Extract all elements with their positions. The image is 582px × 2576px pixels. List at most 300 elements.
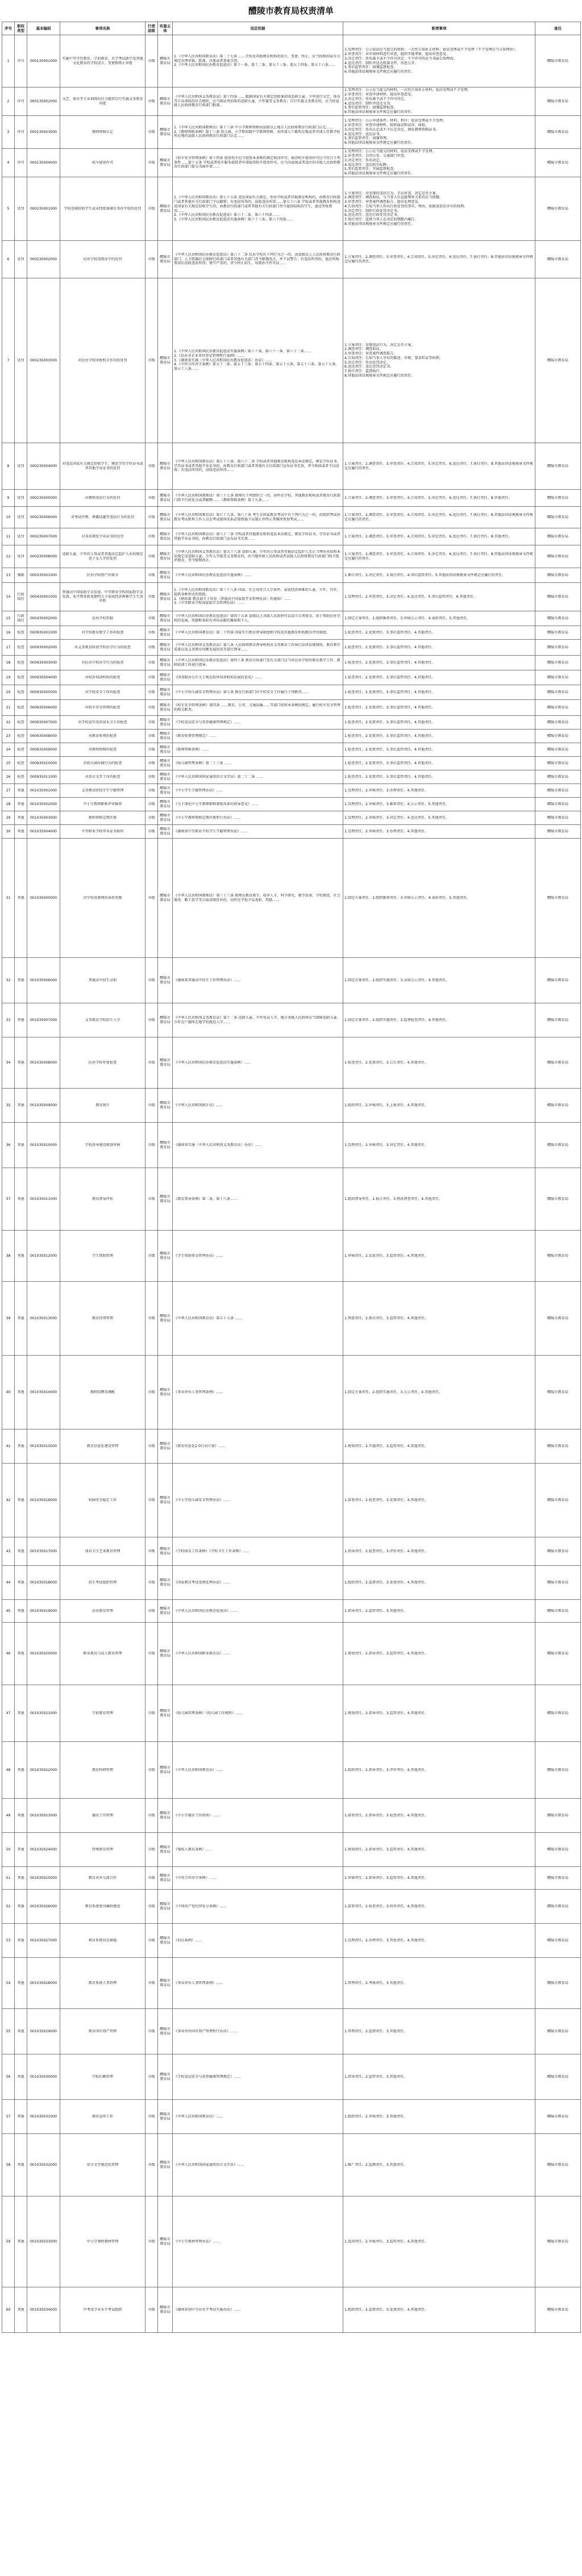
row-subject-text: 醴陵市教育局 bbox=[160, 255, 171, 264]
row-type bbox=[15, 2196, 27, 2287]
row-subject-text: 醴陵市教育局 bbox=[160, 786, 171, 795]
row-duty bbox=[343, 757, 535, 770]
row-subject-text: 醴陵市教育局 bbox=[160, 512, 171, 522]
row-duty-text: 1.立案责任：发现违法行为，决定是否立案。 2.调查责任：调查取证。 3.审查责任：审查案件调查报告。 4.告知责任：告知当事人享有的陈述、申辩、要求听证等权利。 5.决定责任：作出处罚决定。 6.送达责任：送达处罚决定书。 7.执行责任：监督执行。 8.其他法律法规规章文件规定应履行的责任。 bbox=[344, 343, 443, 378]
row-name bbox=[60, 670, 146, 685]
row-responsible-text: 醴陵市教育局 bbox=[547, 675, 569, 680]
row-duty-text: 1.立案责任。2.调查责任。3.审查责任。4.告知责任。5.决定责任。6.送达责任。7.执行责任。8.其他责任。 bbox=[344, 534, 512, 539]
row-name-text: 对幼儿园办园行为的检查 bbox=[83, 761, 122, 765]
row-no-text: 15 bbox=[6, 616, 11, 620]
row-level-text: 市级 bbox=[148, 1938, 155, 1943]
row-subject bbox=[158, 784, 173, 798]
row-subject bbox=[158, 1799, 173, 1833]
row-no bbox=[2, 2054, 15, 2100]
row-responsible-text: 醴陵市教育局 bbox=[547, 464, 569, 468]
row-code-text: 001035012000 bbox=[30, 1253, 57, 1258]
row-no-text: 57 bbox=[6, 2114, 11, 2119]
row-subject-text: 醴陵市教育局 bbox=[160, 1978, 171, 1987]
row-name-text: 校车使用许可 bbox=[92, 160, 114, 165]
row-code bbox=[27, 87, 60, 116]
row-responsible-text: 醴陵市教育局 bbox=[547, 554, 569, 558]
row-level bbox=[146, 1924, 158, 1958]
row-duty bbox=[343, 490, 535, 507]
row-name-text: 适龄儿童、少年的父母或者其他法定监护人未按规定送子女入学的处罚 bbox=[62, 552, 143, 561]
row-subject-text: 醴陵市教育局 bbox=[160, 1015, 171, 1024]
page-title: 醴陵市教育局权责清单 bbox=[248, 6, 334, 16]
row-subject bbox=[158, 2196, 173, 2287]
row-type-text: 其他 bbox=[17, 2239, 24, 2244]
row-type bbox=[15, 490, 27, 507]
row-name-text: 教育宣传工作 bbox=[92, 2114, 114, 2119]
row-basis-text: 《中华人民共和国民办教育促进法》第六十二条 民办学校有下列行为之一的，由县级以上人民政府教育行政部门、人力资源社会保障行政部门或者其他有关部门责令限期改正，并予以警告；有违法所得的，退还所收费用后没收违法所得；情节严重的，责令停止招生、吊销办学许可证…… bbox=[174, 252, 340, 266]
row-level-text: 市级 bbox=[148, 645, 155, 649]
row-level-text: 市级 bbox=[148, 733, 155, 738]
row-duty bbox=[343, 716, 535, 730]
row-no bbox=[2, 839, 15, 958]
table-row bbox=[2, 1623, 581, 1685]
row-subject bbox=[158, 177, 173, 241]
row-type bbox=[15, 2287, 27, 2333]
row-level bbox=[146, 507, 158, 528]
row-level-text: 市级 bbox=[148, 358, 155, 362]
table-row bbox=[2, 2196, 581, 2287]
row-level-text: 市级 bbox=[148, 2162, 155, 2167]
row-name-text: 学校基本建设规划审核 bbox=[85, 1143, 120, 1147]
row-basis bbox=[173, 1231, 343, 1282]
row-basis-text: 《中华人民共和国民办教育促进法》…… bbox=[174, 1608, 238, 1613]
row-no-text: 16 bbox=[6, 630, 11, 635]
row-basis-text: 1.《中华人民共和国教育法》第三十八条 国家、社会对符合入学条件、家庭经济困难的儿童、少年、青年，提供各种形式的资助。 2.《财政部 教育部关于印发〈普通高中国家助学金管理办法〉的通知》…… 3.《中等职业学校国家助学金管理办法》…… bbox=[174, 588, 340, 606]
row-responsible bbox=[535, 2196, 581, 2287]
row-responsible bbox=[535, 116, 581, 149]
row-responsible-text: 醴陵市教育局 bbox=[547, 2307, 569, 2312]
table-row bbox=[2, 716, 581, 730]
row-no bbox=[2, 568, 15, 583]
row-subject bbox=[158, 1003, 173, 1037]
row-duty-text: 1.审核责任。2.发放责任。3.监管责任。4.其他责任。 bbox=[344, 1253, 429, 1258]
row-level-text: 市级 bbox=[148, 573, 155, 577]
row-basis-text: 《中外合作办学条例》…… bbox=[174, 1875, 217, 1880]
row-level bbox=[146, 1464, 158, 1537]
row-code-text: 000935009000 bbox=[30, 747, 57, 752]
row-duty-text: 1.制定方案责任。2.组织推荐责任。3.审核公示责任。4.表彰责任。5.其他责任。 bbox=[344, 616, 471, 620]
row-name-text: 对学校教育教学工作的检查 bbox=[81, 630, 124, 635]
table-row bbox=[2, 1924, 581, 1958]
row-responsible bbox=[535, 700, 581, 716]
row-responsible-text: 醴陵市教育局 bbox=[547, 747, 569, 752]
table-row bbox=[2, 1600, 581, 1623]
row-basis-text: 《事业单位国有资产管理暂行办法》…… bbox=[174, 2029, 238, 2033]
row-type-text: 其他 bbox=[17, 1498, 24, 1502]
row-duty bbox=[343, 1168, 535, 1231]
row-basis-text: 《中华人民共和国义务教育法》第八条 人民政府教育督导机构对义务教育工作执行法律法规情况、教育教学质量以及义务教育均衡发展状况等进行督导…… bbox=[174, 643, 340, 652]
row-type bbox=[15, 1685, 27, 1742]
row-duty bbox=[343, 670, 535, 685]
row-no bbox=[2, 1890, 15, 1924]
row-basis bbox=[173, 2100, 343, 2134]
row-level-text: 市级 bbox=[148, 1981, 155, 1985]
row-no-text: 18 bbox=[6, 660, 11, 665]
table-row bbox=[2, 1833, 581, 1867]
row-subject bbox=[158, 1356, 173, 1429]
row-level-text: 市级 bbox=[148, 1651, 155, 1656]
row-responsible-text: 醴陵市教育局 bbox=[547, 1390, 569, 1394]
row-code bbox=[27, 545, 60, 568]
row-code bbox=[27, 611, 60, 626]
row-responsible-text: 醴陵市教育局 bbox=[547, 2029, 569, 2033]
row-responsible bbox=[535, 2054, 581, 2100]
row-responsible-text: 醴陵市教育局 bbox=[547, 645, 569, 649]
row-type bbox=[15, 784, 27, 798]
row-responsible bbox=[535, 626, 581, 640]
header-subject: 实施主体 bbox=[158, 22, 173, 35]
row-name-text: 文艺、体育等专业训练的社会组织自行实施义务教育审批 bbox=[62, 97, 143, 106]
row-type bbox=[15, 443, 27, 490]
row-no-text: 41 bbox=[6, 1444, 11, 1448]
row-no bbox=[2, 1799, 15, 1833]
row-responsible-text: 醴陵市教育局 bbox=[547, 160, 569, 165]
row-basis-text: 《学校食品安全与营养健康管理规定》…… bbox=[174, 2074, 241, 2079]
row-code-text: 001035019000 bbox=[30, 1608, 57, 1613]
row-responsible bbox=[535, 811, 581, 825]
row-no bbox=[2, 1464, 15, 1537]
row-responsible-text: 醴陵市教育局 bbox=[547, 1580, 569, 1585]
row-duty bbox=[343, 35, 535, 87]
row-subject-text: 醴陵市教育局 bbox=[160, 1811, 171, 1820]
row-name bbox=[60, 685, 146, 700]
row-subject bbox=[158, 1037, 173, 1089]
row-name bbox=[60, 656, 146, 670]
row-subject-text: 醴陵市教育局 bbox=[160, 799, 171, 808]
row-no-text: 37 bbox=[6, 1197, 11, 1201]
row-level bbox=[146, 640, 158, 656]
row-basis-text: 《教师资格条例》…… bbox=[174, 747, 209, 752]
row-code-text: 001035021000 bbox=[30, 1711, 57, 1715]
row-name bbox=[60, 2054, 146, 2100]
row-level-text: 市级 bbox=[148, 1253, 155, 1258]
row-duty-text: 1.受理责任：公示申请条件、材料、程序；依法受理或不予受理。 2.审查责任：审查申请材料，组织面试和试讲、体检。 3.决定责任：作出认定或不予认定决定，颁发教师资格证书。 4.送达责任：送达证书。 5.事后监管责任：加强管理。 6.其他法律法规规章文件规定应履行的责任。 bbox=[344, 119, 447, 145]
row-code bbox=[27, 278, 60, 443]
row-name-text: 对考试作弊、泄露试题等违法行为的处罚 bbox=[70, 515, 135, 519]
row-code bbox=[27, 1464, 60, 1537]
row-no bbox=[2, 770, 15, 784]
table-row bbox=[2, 958, 581, 1003]
row-subject bbox=[158, 656, 173, 670]
row-type-text: 其他 bbox=[17, 2074, 24, 2079]
row-type-text: 其他 bbox=[17, 1813, 24, 1818]
row-no-text: 29 bbox=[6, 815, 11, 820]
row-name bbox=[60, 1685, 146, 1742]
row-type bbox=[15, 685, 27, 700]
row-duty-text: 1.检查责任。2.处置责任。3.事后监管责任。4.其他责任。 bbox=[344, 733, 435, 738]
row-name-text: 教育系统人事管理 bbox=[88, 1981, 117, 1985]
row-code-text: 000135003000 bbox=[30, 130, 57, 134]
row-duty-text: 1.指导责任。2.监管责任。3.其他责任。 bbox=[344, 2074, 408, 2079]
row-duty bbox=[343, 583, 535, 611]
row-name bbox=[60, 1890, 146, 1924]
row-subject-text: 醴陵市教育局 bbox=[160, 1765, 171, 1774]
row-subject-text: 醴陵市教育局 bbox=[160, 1140, 171, 1149]
row-code bbox=[27, 1003, 60, 1037]
row-name bbox=[60, 35, 146, 87]
row-no bbox=[2, 1833, 15, 1867]
row-basis bbox=[173, 1867, 343, 1890]
row-level bbox=[146, 656, 158, 670]
row-basis-text: 《教育督导条例》第二条、第十八条…… bbox=[174, 1197, 238, 1201]
row-responsible bbox=[535, 2100, 581, 2134]
row-subject-text: 醴陵市教育局 bbox=[160, 1902, 171, 1911]
row-subject bbox=[158, 825, 173, 839]
row-no bbox=[2, 611, 15, 626]
row-level bbox=[146, 685, 158, 700]
row-responsible-text: 醴陵市教育局 bbox=[547, 1316, 569, 1320]
row-type-text: 处罚 bbox=[17, 358, 24, 362]
row-level bbox=[146, 149, 158, 177]
row-type bbox=[15, 35, 27, 87]
row-basis-text: 《教育收费管理规定》…… bbox=[174, 733, 217, 738]
row-code bbox=[27, 730, 60, 743]
table-row bbox=[2, 1231, 581, 1282]
row-level bbox=[146, 2287, 158, 2333]
row-responsible bbox=[535, 1464, 581, 1537]
row-basis bbox=[173, 241, 343, 278]
row-basis-text: 《中华人民共和国义务教育法》第五十八条 适龄儿童、少年的父母或者其他法定监护人无正当理由未依照本法规定送适龄儿童、少年入学接受义务教育的，由当地乡镇人民政府或者县级人民政府教育行政部门给予批评教育，责令限期改正。 bbox=[174, 549, 340, 563]
row-responsible-text: 醴陵市教育局 bbox=[547, 802, 569, 806]
row-type bbox=[15, 626, 27, 640]
table-row bbox=[2, 1464, 581, 1537]
row-no-text: 52 bbox=[6, 1904, 11, 1908]
row-no bbox=[2, 1231, 15, 1282]
row-subject bbox=[158, 1123, 173, 1168]
row-responsible-text: 醴陵市教育局 bbox=[547, 130, 569, 134]
row-no bbox=[2, 656, 15, 670]
row-code-text: 000935007000 bbox=[30, 720, 57, 724]
row-duty-text: 1.检查责任。2.处置责任。3.事后监管责任。4.其他责任。 bbox=[344, 747, 435, 752]
row-code bbox=[27, 1890, 60, 1924]
row-basis-text: 《学生资助资金管理办法》…… bbox=[174, 1253, 223, 1258]
row-no-text: 48 bbox=[6, 1768, 11, 1772]
row-duty-text: 1.立案责任。2.调查责任。3.审查责任。4.告知责任。5.决定责任。6.送达责任。7.执行责任。8.其他法律法规规章文件规定应履行的责任。 bbox=[344, 461, 533, 470]
row-name bbox=[60, 490, 146, 507]
row-basis bbox=[173, 670, 343, 685]
table-row bbox=[2, 743, 581, 757]
row-duty bbox=[343, 1003, 535, 1037]
row-type-text: 其他 bbox=[17, 1904, 24, 1908]
row-level-text: 市级 bbox=[148, 130, 155, 134]
row-responsible-text: 醴陵市教育局 bbox=[547, 99, 569, 103]
row-duty-text: 1.催告责任。2.决定责任。3.执行责任。4.事后监管责任。5.其他法律法规规章文件规定应履行的责任。 bbox=[344, 573, 506, 577]
row-duty bbox=[343, 2054, 535, 2100]
row-no-text: 25 bbox=[6, 761, 11, 765]
table-row bbox=[2, 568, 581, 583]
row-code-text: 000435001000 bbox=[30, 594, 57, 599]
row-name-text: 教育督导评估 bbox=[92, 1197, 114, 1201]
row-code-text: 000235001000 bbox=[30, 206, 57, 211]
row-responsible bbox=[535, 545, 581, 568]
row-code bbox=[27, 700, 60, 716]
header-level: 行使层级 bbox=[146, 22, 158, 35]
row-no-text: 31 bbox=[6, 895, 11, 900]
table-row bbox=[2, 1089, 581, 1123]
row-type-text: 处罚 bbox=[17, 554, 24, 558]
row-basis bbox=[173, 583, 343, 611]
row-code bbox=[27, 811, 60, 825]
header-note: 备注 bbox=[535, 22, 581, 35]
row-type-text: 其他 bbox=[17, 829, 24, 833]
row-responsible bbox=[535, 583, 581, 611]
row-basis-text: 《中华人民共和国教育法》第二十四条 国家实行教育督导制度和学校及其他教育机构教育评估制度。 bbox=[174, 630, 330, 635]
row-name bbox=[60, 640, 146, 656]
row-level bbox=[146, 626, 158, 640]
row-name bbox=[60, 716, 146, 730]
row-level-text: 市级 bbox=[148, 747, 155, 752]
row-code-text: 001035027000 bbox=[30, 1938, 57, 1943]
row-basis-text: 《中小学生学籍管理办法》…… bbox=[174, 788, 223, 793]
row-responsible-text: 醴陵市教育局 bbox=[547, 257, 569, 261]
row-code-text: 001035030000 bbox=[30, 2074, 57, 2079]
row-no-text: 46 bbox=[6, 1651, 11, 1656]
row-level bbox=[146, 2054, 158, 2100]
row-duty bbox=[343, 1623, 535, 1685]
row-subject-text: 醴陵市教育局 bbox=[160, 2237, 171, 2246]
row-no bbox=[2, 1537, 15, 1566]
row-code-text: 000235005000 bbox=[30, 495, 57, 500]
row-code-text: 000935004000 bbox=[30, 675, 57, 680]
row-responsible bbox=[535, 568, 581, 583]
row-basis bbox=[173, 1799, 343, 1833]
row-type-text: 行政给付 bbox=[17, 614, 24, 623]
row-no-text: 49 bbox=[6, 1813, 11, 1818]
row-basis bbox=[173, 700, 343, 716]
row-responsible-text: 醴陵市教育局 bbox=[547, 1608, 569, 1613]
row-duty bbox=[343, 685, 535, 700]
row-subject bbox=[158, 35, 173, 87]
row-duty bbox=[343, 1685, 535, 1742]
row-level bbox=[146, 958, 158, 1003]
row-basis bbox=[173, 716, 343, 730]
row-name-text: 对民办学校审批机关作出的处罚 bbox=[78, 358, 127, 362]
row-code bbox=[27, 177, 60, 241]
row-level-text: 市级 bbox=[148, 99, 155, 103]
row-basis-text: 《幼儿园管理条例》第二十三条 …… bbox=[174, 761, 231, 765]
row-name bbox=[60, 1958, 146, 2009]
row-no bbox=[2, 1742, 15, 1799]
table-row bbox=[2, 626, 581, 640]
row-responsible bbox=[535, 35, 581, 87]
row-type bbox=[15, 2054, 27, 2100]
row-basis-text: 《中华人民共和国民办教育促进法实施条例》…… bbox=[174, 1060, 252, 1065]
row-duty bbox=[343, 1282, 535, 1356]
row-duty bbox=[343, 2196, 535, 2287]
row-responsible bbox=[535, 825, 581, 839]
row-duty-text: 1.部署责任。2.检查责任。3.处置责任。4.其他责任。 bbox=[344, 1498, 429, 1502]
row-level-text: 市级 bbox=[148, 1711, 155, 1715]
row-type-text: 其他 bbox=[17, 1938, 24, 1943]
row-duty-text: 1.规划责任。2.指导责任。3.监管责任。4.其他责任。 bbox=[344, 1847, 429, 1852]
table-row bbox=[2, 507, 581, 528]
row-duty-text: 1.推广责任。2.监测责任。3.其他责任。 bbox=[344, 2162, 408, 2167]
table-body bbox=[2, 35, 581, 2333]
row-no-text: 40 bbox=[6, 1390, 11, 1394]
row-level bbox=[146, 1231, 158, 1282]
row-basis-text: 《中华人民共和国民办教育促进法》第四十五条 县级以上各级人民政府可以设立专项资金，用于资助民办学校的发展，奖励和表彰有突出贡献的集体和个人。 bbox=[174, 614, 340, 623]
row-no-text: 45 bbox=[6, 1608, 11, 1613]
row-type-text: 其他 bbox=[17, 978, 24, 982]
row-type bbox=[15, 1833, 27, 1867]
row-responsible bbox=[535, 1924, 581, 1958]
row-responsible-text: 醴陵市教育局 bbox=[547, 895, 569, 900]
row-code bbox=[27, 716, 60, 730]
row-no bbox=[2, 1685, 15, 1742]
row-subject-text: 醴陵市教育局 bbox=[160, 827, 171, 836]
row-responsible-text: 醴陵市教育局 bbox=[547, 1253, 569, 1258]
row-responsible bbox=[535, 1833, 581, 1867]
row-name-text: 对学校安全工作的检查 bbox=[85, 690, 120, 694]
row-type-text: 检查 bbox=[17, 645, 24, 649]
row-subject-text: 醴陵市教育局 bbox=[160, 687, 171, 697]
row-duty-text: 1.检查责任。2.处置责任。3.事后监管责任。4.其他责任。 bbox=[344, 675, 435, 680]
row-subject-text: 醴陵市教育局 bbox=[160, 813, 171, 822]
row-basis-text: 1.《中华人民共和国教育法》第二十七条 ……学校及其他教育机构的设立、变更、终止，应当按照国家有关规定办理审核、批准、注册或者备案手续。 2.《中华人民共和国民办教育促进法》第十一条、第十二条、第五十三条、第五十四条、第五十六条…… bbox=[174, 54, 340, 68]
row-responsible-text: 醴陵市教育局 bbox=[547, 2074, 569, 2079]
row-code-text: 000135001000 bbox=[30, 59, 57, 63]
table-row bbox=[2, 2054, 581, 2100]
row-name-text: 义务教育学校招生入学 bbox=[85, 1018, 120, 1022]
row-name bbox=[60, 743, 146, 757]
row-name-text: 对违反国家有关规定招收学生、颁发学历学位证书或者其他学业证书的处罚 bbox=[62, 461, 143, 470]
row-code bbox=[27, 798, 60, 811]
row-basis bbox=[173, 784, 343, 798]
row-code bbox=[27, 241, 60, 278]
row-code bbox=[27, 116, 60, 149]
row-level-text: 市级 bbox=[148, 1847, 155, 1852]
row-subject-text: 醴陵市教育局 bbox=[160, 592, 171, 601]
row-no-text: 3 bbox=[7, 130, 10, 134]
row-responsible bbox=[535, 798, 581, 811]
row-level-text: 市级 bbox=[148, 495, 155, 500]
row-type-text: 其他 bbox=[17, 2162, 24, 2167]
row-name bbox=[60, 2287, 146, 2333]
row-responsible-text: 醴陵市教育局 bbox=[547, 705, 569, 710]
row-code-text: 001035013000 bbox=[30, 1316, 57, 1320]
row-type-text: 其他 bbox=[17, 1316, 24, 1320]
row-name bbox=[60, 1537, 146, 1566]
row-responsible-text: 醴陵市教育局 bbox=[547, 630, 569, 635]
row-code bbox=[27, 958, 60, 1003]
row-type-text: 处罚 bbox=[17, 534, 24, 539]
row-code-text: 000435002000 bbox=[30, 616, 57, 620]
row-level bbox=[146, 583, 158, 611]
row-level-text: 市级 bbox=[148, 2074, 155, 2079]
row-subject-text: 醴陵市教育局 bbox=[160, 1873, 171, 1882]
row-type-text: 其他 bbox=[17, 1651, 24, 1656]
row-type bbox=[15, 825, 27, 839]
row-name bbox=[60, 278, 146, 443]
row-code bbox=[27, 2054, 60, 2100]
table-row bbox=[2, 1429, 581, 1464]
row-no bbox=[2, 700, 15, 716]
row-name bbox=[60, 1799, 146, 1833]
row-code bbox=[27, 1429, 60, 1464]
row-level-text: 市级 bbox=[148, 895, 155, 900]
row-subject-text: 醴陵市教育局 bbox=[160, 658, 171, 667]
row-responsible bbox=[535, 507, 581, 528]
row-responsible bbox=[535, 1958, 581, 2009]
row-subject bbox=[158, 700, 173, 716]
row-subject-text: 醴陵市教育局 bbox=[160, 758, 171, 768]
row-basis bbox=[173, 611, 343, 626]
row-code bbox=[27, 1833, 60, 1867]
